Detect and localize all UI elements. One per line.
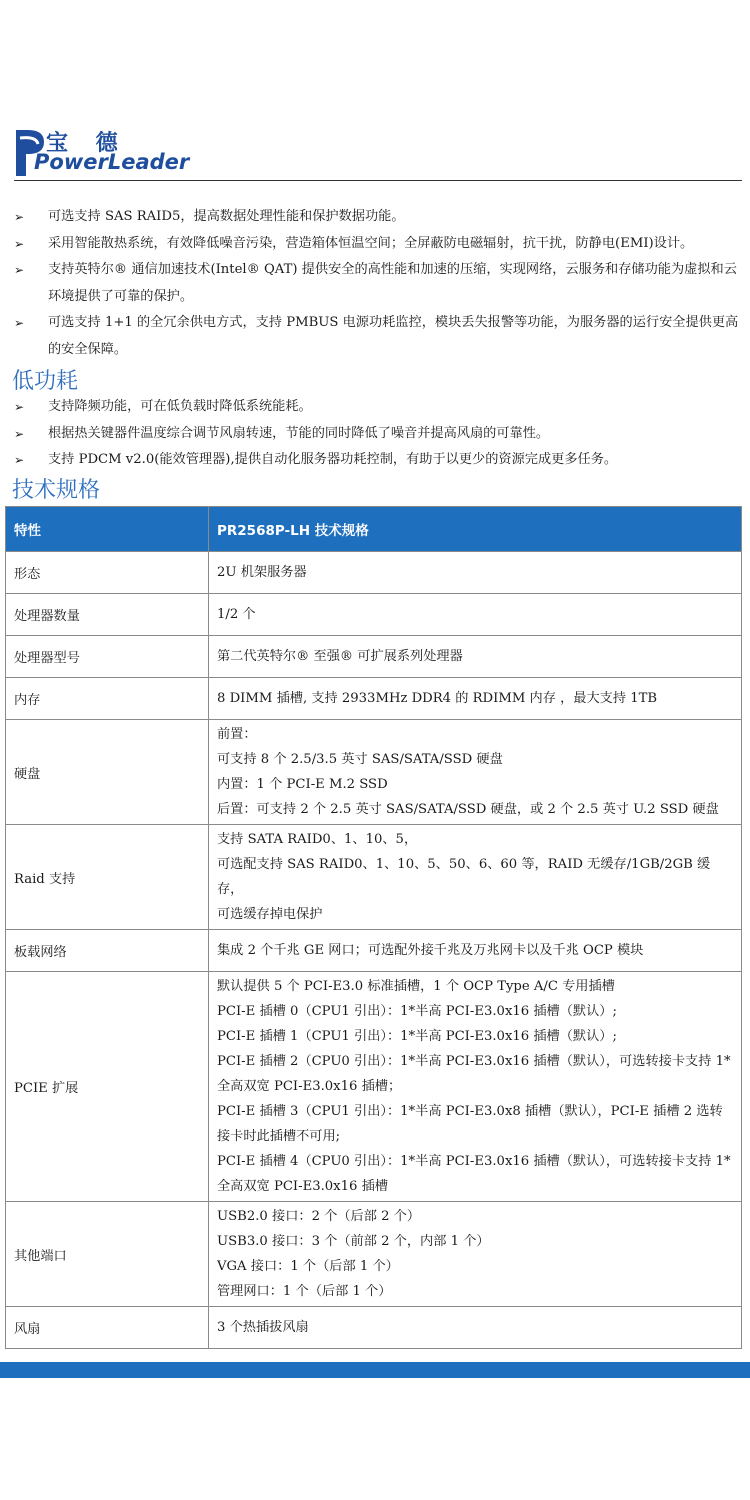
spec-key-cell: 板载网络 — [6, 930, 209, 972]
spec-value-line: 支持 SATA RAID0、1、10、5， — [217, 832, 418, 847]
spec-value-line: USB3.0 接口：3 个（前部 2 个，内部 1 个） — [217, 1234, 490, 1249]
footer-band — [0, 1362, 750, 1378]
spec-key-cell: 形态 — [6, 552, 209, 594]
spec-value-line: 8 DIMM 插槽, 支持 2933MHz DDR4 的 RDIMM 内存 ，最大支持 1TB — [217, 691, 658, 706]
table-row — [6, 930, 742, 972]
spec-value-line: 后置：可支持 2 个 2.5 英寸 SAS/SATA/SSD 硬盘，或 2 个 2.5 英寸 U.2 SSD 硬盘 — [217, 802, 719, 817]
list-item: ➢ 支持降频功能，可在低负载时降低系统能耗。 — [14, 394, 742, 421]
arrow-bullet-icon: ➢ — [14, 426, 25, 441]
spec-value-cell — [209, 678, 742, 720]
arrow-bullet-icon: ➢ — [14, 236, 25, 251]
spec-table — [5, 506, 742, 1349]
table-row — [6, 594, 742, 636]
spec-key-cell: Raid 支持 — [6, 825, 209, 930]
spec-value-line: VGA 接口：1 个（后部 1 个） — [217, 1259, 399, 1274]
arrow-bullet-icon: ➢ — [14, 263, 25, 277]
arrow-bullet-icon: ➢ — [14, 453, 25, 467]
spec-value-line: PCI-E 插槽 3（CPU1 引出）：1*半高 PCI-E3.0x8 插槽（默认），PCI-E 插槽 2 选转接卡时此插槽不可用; — [217, 1104, 723, 1144]
spec-value-line: 管理网口：1 个（后部 1 个） — [217, 1284, 392, 1299]
header-cell-model: PR2568P-LH 技术规格 — [209, 507, 742, 552]
spec-value-line: 第二代英特尔® 至强® 可扩展系列处理器 — [217, 649, 463, 664]
list-item: ➢ 支持英特尔® 通信加速技术(Intel® QAT) 提供安全的高性能和加速的压缩，实现网络，云服务和存储功能为虚拟和云环境提供了可靠的保护。 — [14, 257, 742, 310]
spec-key-cell: 处理器数量 — [6, 594, 209, 636]
spec-value-line: 前置： — [217, 727, 257, 742]
table-row — [6, 972, 742, 1202]
feature-list — [14, 204, 742, 363]
table-row — [6, 1202, 742, 1307]
list-item: ➢ 可选支持 1+1 的全冗余供电方式，支持 PMBUS 电源功耗监控，模块丢失报警等功能，为服务器的运行安全提供更高的安全保障。 — [14, 310, 742, 363]
brand-name-en: PowerLeader — [34, 150, 190, 174]
brand-name-cn: 宝 德 — [46, 131, 128, 156]
spec-key-cell: 内存 — [6, 678, 209, 720]
section-heading-spec: 技术规格 — [12, 478, 101, 503]
spec-key-cell: 硬盘 — [6, 720, 209, 825]
list-item: ➢ 可选支持 SAS RAID5，提高数据处理性能和保护数据功能。 — [14, 204, 742, 231]
header-divider — [14, 180, 742, 181]
spec-value-cell — [209, 930, 742, 972]
spec-value-line: 默认提供 5 个 PCI-E3.0 标准插槽，1 个 OCP Type A/C 专用插槽 — [217, 979, 615, 994]
spec-value-line: 3 个热插拔风扇 — [217, 1320, 309, 1335]
table-row — [6, 678, 742, 720]
spec-value-cell — [209, 636, 742, 678]
list-item: ➢ 采用智能散热系统，有效降低噪音污染，营造箱体恒温空间；全屏蔽防电磁辐射，抗干扰，防静电(EMI)设计。 — [14, 231, 742, 258]
table-row — [6, 720, 742, 825]
list-item: ➢ 根据热关键器件温度综合调节风扇转速，节能的同时降低了噪音并提高风扇的可靠性。 — [14, 421, 742, 448]
spec-value-line: 1/2 个 — [217, 607, 256, 622]
table-header-row — [6, 507, 742, 552]
spec-value-line: PCI-E 插槽 2（CPU0 引出）：1*半高 PCI-E3.0x16 插槽（默认），可选转接卡支持 1*全高双宽 PCI-E3.0x16 插槽； — [217, 1054, 731, 1094]
spec-value-cell — [209, 1307, 742, 1349]
spec-value-line: 可支持 8 个 2.5/3.5 英寸 SAS/SATA/SSD 硬盘 — [217, 752, 503, 767]
spec-value-line: PCI-E 插槽 1（CPU1 引出）：1*半高 PCI-E3.0x16 插槽（默认）; — [217, 1029, 617, 1044]
table-row — [6, 552, 742, 594]
list-item: ➢ 支持 PDCM v2.0(能效管理器),提供自动化服务器功耗控制，有助于以更少的资源完成更多任务。 — [14, 447, 742, 474]
spec-value-cell — [209, 594, 742, 636]
spec-value-cell — [209, 1202, 742, 1307]
spec-key-cell: 处理器型号 — [6, 636, 209, 678]
spec-value-line: 可选配支持 SAS RAID0、1、10、5、50、6、60 等，RAID 无缓存/1GB/2GB 缓存， — [217, 857, 711, 897]
table-row — [6, 825, 742, 930]
low-power-list — [14, 394, 742, 474]
spec-value-line: 2U 机架服务器 — [217, 565, 307, 580]
spec-value-cell — [209, 552, 742, 594]
spec-key-cell: 风扇 — [6, 1307, 209, 1349]
spec-key-cell: PCIE 扩展 — [6, 972, 209, 1202]
table-row — [6, 636, 742, 678]
spec-value-line: 可选缓存掉电保护 — [217, 907, 323, 922]
arrow-bullet-icon: ➢ — [14, 210, 25, 224]
spec-value-line: 集成 2 个千兆 GE 网口；可选配外接千兆及万兆网卡以及千兆 OCP 模块 — [217, 943, 644, 958]
spec-value-line: PCI-E 插槽 4（CPU0 引出）：1*半高 PCI-E3.0x16 插槽（默认），可选转接卡支持 1*全高双宽 PCI-E3.0x16 插槽 — [217, 1154, 731, 1194]
table-row — [6, 1307, 742, 1349]
spec-value-line: USB2.0 接口：2 个（后部 2 个） — [217, 1209, 421, 1224]
section-heading-low-power: 低功耗 — [12, 369, 79, 394]
spec-value-cell — [209, 972, 742, 1202]
spec-value-line: PCI-E 插槽 0（CPU1 引出）：1*半高 PCI-E3.0x16 插槽（默认）; — [217, 1004, 617, 1019]
arrow-bullet-icon: ➢ — [14, 400, 25, 414]
spec-value-line: 内置：1 个 PCI-E M.2 SSD — [217, 777, 388, 792]
header-cell-feature: 特性 — [6, 507, 209, 552]
arrow-bullet-icon: ➢ — [14, 316, 25, 330]
spec-value-cell — [209, 720, 742, 825]
spec-key-cell: 其他端口 — [6, 1202, 209, 1307]
spec-value-cell — [209, 825, 742, 930]
